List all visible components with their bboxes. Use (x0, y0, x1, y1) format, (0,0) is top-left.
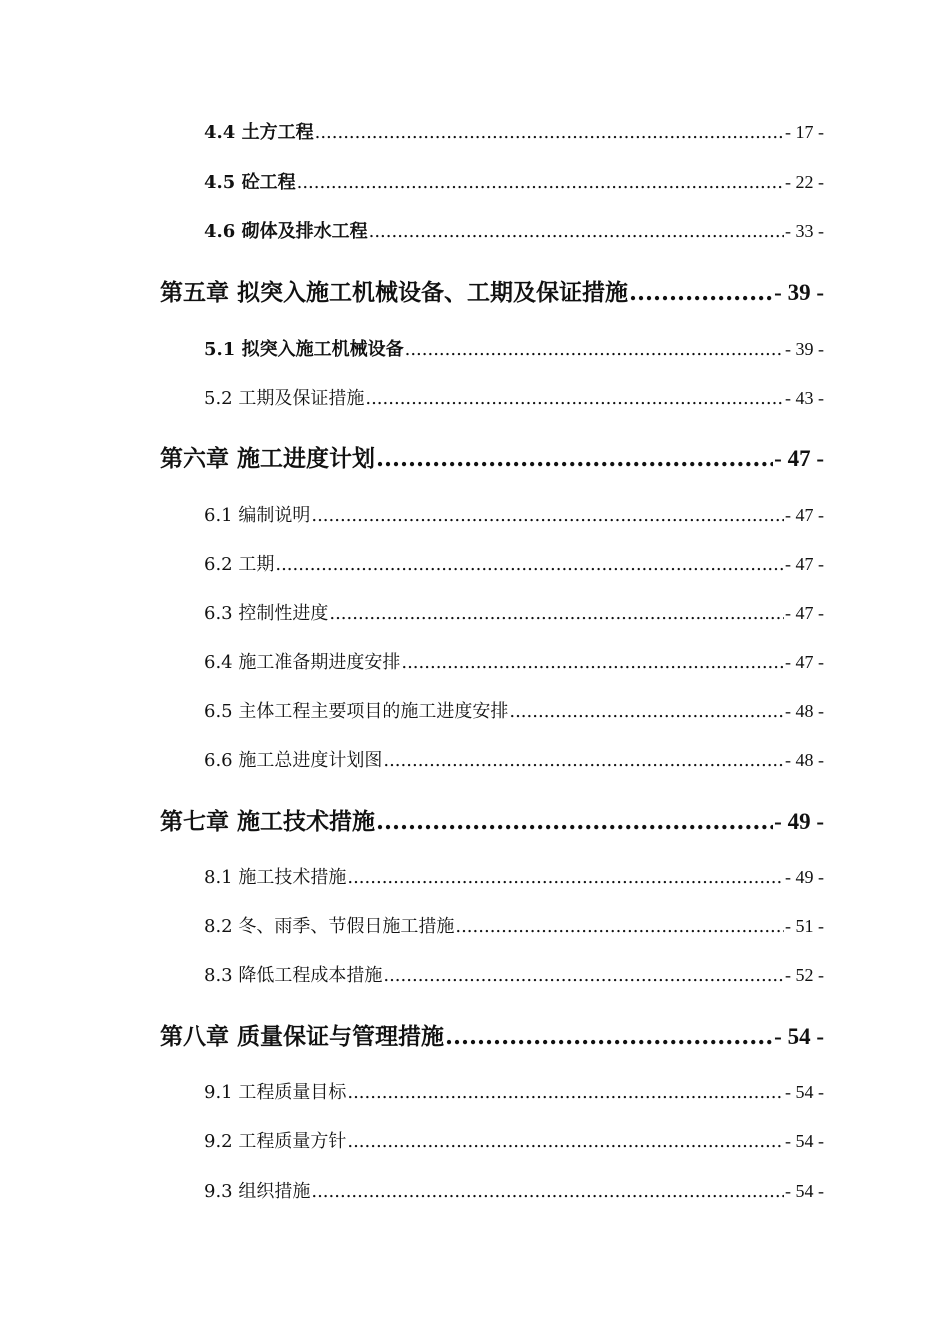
dot-leader (509, 701, 784, 722)
toc-entry-title: 6.6 施工总进度计划图 (204, 750, 383, 771)
toc-chapter-6[interactable] (160, 440, 824, 473)
toc-entry-page: - 17 - (785, 122, 824, 142)
toc-entry-title: 8.2 冬、雨季、节假日施工措施 (204, 916, 455, 937)
toc-entry-page: - 48 - (785, 750, 824, 770)
dot-leader (315, 122, 784, 143)
toc-entry-page: - 22 - (785, 172, 824, 192)
toc-entry-title: 4.4 土方工程 (204, 122, 314, 143)
dot-leader (347, 1082, 784, 1103)
dot-leader (365, 388, 784, 409)
toc-entry-title: 5.1 拟突入施工机械设备 (204, 339, 404, 360)
toc-entry-page: - 47 - (785, 505, 824, 525)
toc-entry-title: 5.2 工期及保证措施 (204, 388, 365, 409)
toc-entry-4-5[interactable] (204, 168, 824, 194)
dot-leader (401, 652, 784, 673)
dot-leader (347, 867, 784, 888)
toc-entry-6-4[interactable] (204, 648, 824, 674)
toc-entry-6-5[interactable] (204, 697, 824, 723)
toc-entry-page: - 52 - (785, 965, 824, 985)
toc-chapter-title: 第七章 施工技术措施 (160, 808, 376, 835)
dot-leader (329, 603, 784, 624)
toc-entry-9-3[interactable] (204, 1177, 824, 1203)
toc-entry-title: 8.1 施工技术措施 (204, 867, 347, 888)
toc-chapter-page: - 54 - (774, 1024, 824, 1049)
toc-entry-4-4[interactable] (204, 118, 824, 144)
dot-leader (445, 1023, 773, 1050)
dot-leader (455, 916, 784, 937)
toc-entry-9-2[interactable] (204, 1127, 824, 1153)
dot-leader (376, 808, 773, 835)
toc-entry-title: 9.3 组织措施 (204, 1181, 311, 1202)
toc-chapter-8[interactable] (160, 1018, 824, 1051)
dot-leader (275, 554, 784, 575)
toc-entry-page: - 47 - (785, 603, 824, 623)
toc-chapter-5[interactable] (160, 274, 824, 307)
toc-entry-5-2[interactable] (204, 384, 824, 410)
toc-chapter-title: 第五章 拟突入施工机械设备、工期及保证措施 (160, 279, 629, 306)
toc-entry-page: - 47 - (785, 652, 824, 672)
toc-entry-title: 8.3 降低工程成本措施 (204, 965, 383, 986)
toc-entry-title: 9.2 工程质量方针 (204, 1131, 347, 1152)
toc-entry-6-3[interactable] (204, 599, 824, 625)
toc-entry-title: 9.1 工程质量目标 (204, 1082, 347, 1103)
dot-leader (297, 172, 784, 193)
toc-chapter-title: 第六章 施工进度计划 (160, 445, 376, 472)
toc-entry-page: - 54 - (785, 1082, 824, 1102)
dot-leader (629, 279, 773, 306)
toc-entry-page: - 43 - (785, 388, 824, 408)
toc-entry-6-1[interactable] (204, 501, 824, 527)
toc-chapter-7[interactable] (160, 803, 824, 836)
toc-entry-title: 6.2 工期 (204, 554, 275, 575)
dot-leader (369, 221, 784, 242)
toc-entry-6-2[interactable] (204, 550, 824, 576)
toc-chapter-page: - 39 - (774, 280, 824, 305)
toc-entry-title: 6.4 施工准备期进度安排 (204, 652, 401, 673)
toc-entry-page: - 49 - (785, 867, 824, 887)
toc-entry-4-6[interactable] (204, 217, 824, 243)
dot-leader (311, 1181, 784, 1202)
dot-leader (311, 505, 784, 526)
dot-leader (383, 750, 784, 771)
toc-entry-title: 6.1 编制说明 (204, 505, 311, 526)
toc-entry-page: - 51 - (785, 916, 824, 936)
toc-chapter-page: - 47 - (774, 446, 824, 471)
dot-leader (347, 1131, 784, 1152)
toc-entry-title: 6.3 控制性进度 (204, 603, 329, 624)
toc-entry-page: - 47 - (785, 554, 824, 574)
dot-leader (383, 965, 784, 986)
toc-entry-page: - 54 - (785, 1131, 824, 1151)
toc-entry-5-1[interactable] (204, 335, 824, 361)
toc-entry-6-6[interactable] (204, 746, 824, 772)
toc-entry-title: 4.5 砼工程 (204, 172, 296, 193)
toc-entry-page: - 39 - (785, 339, 824, 359)
dot-leader (405, 339, 784, 360)
toc-entry-page: - 48 - (785, 701, 824, 721)
toc-chapter-title: 第八章 质量保证与管理措施 (160, 1023, 445, 1050)
toc-entry-8-2[interactable] (204, 912, 824, 938)
toc-entry-title: 6.5 主体工程主要项目的施工进度安排 (204, 701, 509, 722)
toc-entry-8-1[interactable] (204, 863, 824, 889)
toc-entry-title: 4.6 砌体及排水工程 (204, 221, 368, 242)
toc-entry-page: - 54 - (785, 1181, 824, 1201)
toc-entry-8-3[interactable] (204, 961, 824, 987)
dot-leader (376, 445, 773, 472)
toc-entry-page: - 33 - (785, 221, 824, 241)
toc-entry-9-1[interactable] (204, 1078, 824, 1104)
toc-chapter-page: - 49 - (774, 809, 824, 834)
